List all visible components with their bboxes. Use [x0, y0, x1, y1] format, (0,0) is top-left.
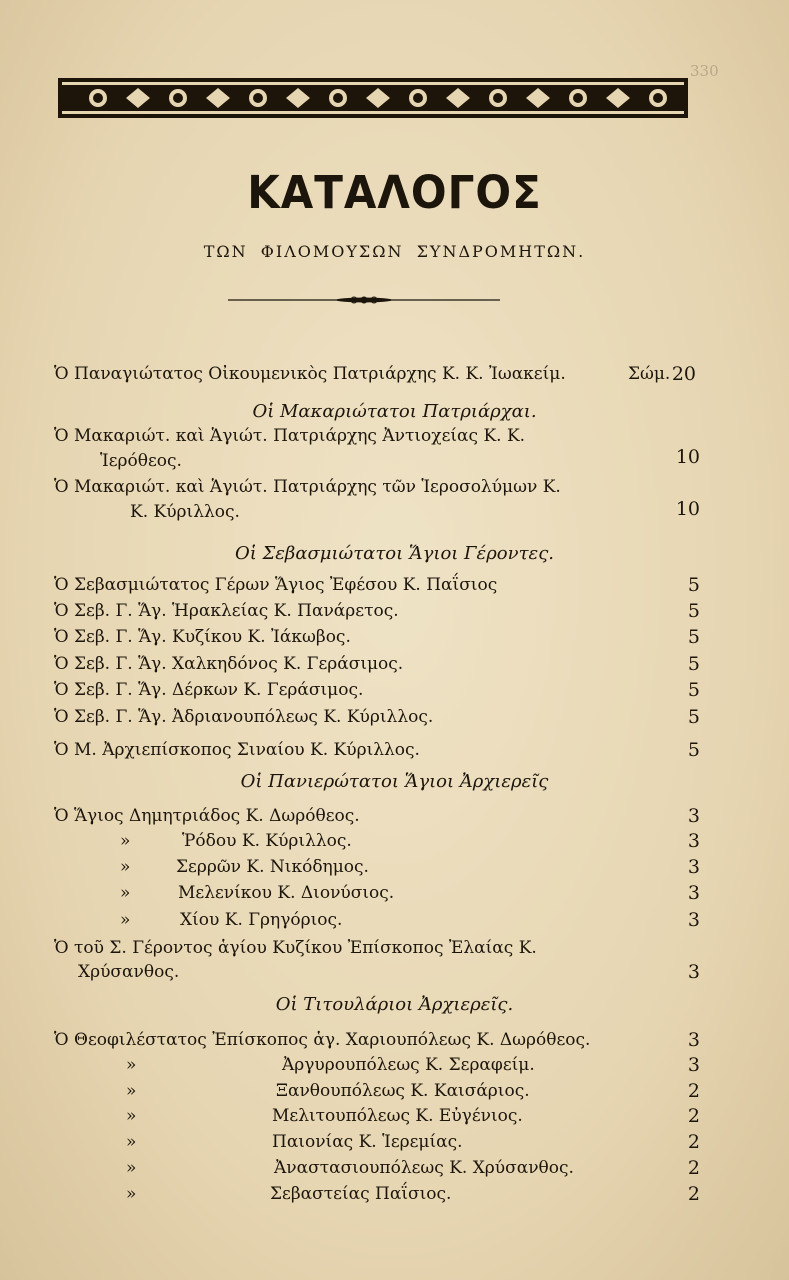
entry-count: 5: [687, 706, 700, 728]
list-item: [54, 855, 714, 879]
entry-count: 2: [687, 1183, 700, 1205]
entry-count: 3: [687, 909, 700, 931]
entry-jerusalem-line2: [54, 500, 714, 524]
page-subtitle: ΤΩΝ ΦΙΛΟΜΟΥΣΩΝ ΣΥΝΔΡΟΜΗΤΩΝ.: [203, 242, 586, 261]
entry-text: Ὁ Μακαριώτ. καὶ Ἁγιώτ. Πατριάρχης Ἀντιοχείας Κ. Κ.: [54, 426, 526, 446]
list-item: [54, 652, 714, 676]
list-item: [54, 829, 714, 853]
entry-text: Χρύσανθος.: [78, 962, 180, 982]
list-item: [54, 625, 714, 649]
entry-text: Ὁ Σεβασμιώτατος Γέρων Ἅγιος Ἐφέσου Κ. Παΐσιος: [54, 575, 498, 595]
ditto-mark: »: [126, 1132, 137, 1152]
list-item: [54, 573, 714, 597]
entry-text: Ὁ Σεβ. Γ. Ἅγ. Δέρκων Κ. Γεράσιμος.: [54, 680, 364, 700]
list-item: [54, 705, 714, 729]
entry-count: 3: [687, 830, 700, 852]
entry-count: 5: [687, 653, 700, 675]
entry-text: Ὁ Σεβ. Γ. Ἅγ. Ἀδριανουπόλεως Κ. Κύριλλος.: [54, 707, 434, 727]
entry-text: Ὁ τοῦ Σ. Γέροντος ἁγίου Κυζίκου Ἐπίσκοπος Ἐλαίας Κ.: [54, 938, 537, 958]
list-item: [54, 804, 714, 828]
section-heading: Οἱ Πανιερώτατοι Ἅγιοι Ἀρχιερεῖς: [240, 771, 549, 792]
ditto-mark: »: [126, 1081, 137, 1101]
entry-count: 10: [675, 446, 700, 468]
list-item: [54, 599, 714, 623]
ditto-mark: »: [120, 831, 131, 851]
list-item: [54, 1079, 714, 1103]
entry-elaia-line1: [54, 936, 714, 960]
entry-text: Ὁ Θεοφιλέστατος Ἐπίσκοπος ἁγ. Χαριουπόλεως Κ. Δωρόθεος.: [54, 1030, 591, 1050]
list-item: [54, 1182, 714, 1206]
entry-text: Ξανθουπόλεως Κ. Καισάριος.: [276, 1081, 530, 1101]
entry-antioch-line1: [54, 424, 714, 448]
entry-text: Ὁ Σεβ. Γ. Ἅγ. Κυζίκου Κ. Ἰάκωβος.: [54, 627, 351, 647]
entry-text: Ὁ Σεβ. Γ. Ἅγ. Ἡρακλείας Κ. Πανάρετος.: [54, 601, 399, 621]
entry-count: 5: [687, 739, 700, 761]
ditto-mark: »: [126, 1055, 137, 1075]
entry-count: 10: [675, 498, 700, 520]
section-heading: Οἱ Σεβασμιώτατοι Ἅγιοι Γέροντες.: [235, 543, 554, 564]
decorative-rule: [228, 292, 500, 308]
entry-text: Σερρῶν Κ. Νικόδημος.: [176, 857, 369, 877]
list-item: [54, 1104, 714, 1128]
entry-text: Ἀναστασιουπόλεως Κ. Χρύσανθος.: [274, 1158, 574, 1178]
list-item: [54, 1130, 714, 1154]
entry-count: 3: [687, 882, 700, 904]
entry-antioch-line2: [54, 446, 714, 473]
list-item: [54, 678, 714, 702]
entry-text: Μελιτουπόλεως Κ. Εὐγένιος.: [272, 1106, 523, 1126]
ditto-mark: »: [126, 1184, 137, 1204]
page-number: 330: [690, 62, 719, 80]
list-item: [54, 908, 714, 932]
entry-count: 3: [687, 805, 700, 827]
entry-count: 5: [687, 679, 700, 701]
entry-elaia-line2: [54, 960, 714, 984]
ditto-mark: »: [126, 1158, 137, 1178]
entry-count: 3: [687, 1054, 700, 1076]
list-item: [54, 1028, 714, 1052]
list-item: [54, 1156, 714, 1180]
ditto-mark: »: [120, 910, 131, 930]
entry-count: 3: [687, 1029, 700, 1051]
entry-text: Παιονίας Κ. Ἱερεμίας.: [272, 1132, 463, 1152]
entry-count: 2: [687, 1105, 700, 1127]
entry-count: 2: [687, 1157, 700, 1179]
entry-text: Ὁ Παναγιώτατος Οἰκουμενικὸς Πατριάρχης Κ. Κ. Ἰωακείμ.: [54, 364, 566, 384]
entry-patriarch: [54, 362, 714, 386]
entry-text: Ῥόδου Κ. Κύριλλος.: [182, 831, 352, 851]
ornamental-border: [58, 78, 688, 118]
section-heading: Οἱ Τιτουλάριοι Ἀρχιερεῖς.: [275, 994, 514, 1015]
entry-count: 3: [687, 856, 700, 878]
ditto-mark: »: [120, 857, 131, 877]
entry-count: 5: [687, 574, 700, 596]
entry-count: 3: [687, 961, 700, 983]
entry-text: Σεβαστείας Παΐσιος.: [270, 1184, 452, 1204]
entry-text: Ὁ Μ. Ἀρχιεπίσκοπος Σιναίου Κ. Κύριλλος.: [54, 740, 420, 760]
entry-text: Ὁ Ἅγιος Δημητριάδος Κ. Δωρόθεος.: [54, 806, 360, 826]
ditto-mark: »: [120, 883, 131, 903]
list-item: [54, 738, 714, 762]
entry-count: 20: [671, 363, 696, 385]
entry-text: Μελενίκου Κ. Διονύσιος.: [178, 883, 395, 903]
entry-count: 2: [687, 1131, 700, 1153]
entry-abbr: Σώμ.: [628, 364, 671, 384]
page-title: ΚΑΤΑΛΟΓΟΣ: [247, 166, 542, 219]
entry-text: Ἱερόθεος.: [100, 451, 182, 471]
entry-count: 5: [687, 600, 700, 622]
section-heading: Οἱ Μακαριώτατοι Πατριάρχαι.: [252, 401, 537, 422]
entry-count: 5: [687, 626, 700, 648]
entry-text: Κ. Κύριλλος.: [130, 502, 240, 522]
list-item: [54, 881, 714, 905]
entry-jerusalem-line1: [54, 475, 714, 499]
ditto-mark: »: [126, 1106, 137, 1126]
entry-text: Ἀργυρουπόλεως Κ. Σεραφείμ.: [282, 1055, 535, 1075]
entry-text: Ὁ Μακαριώτ. καὶ Ἁγιώτ. Πατριάρχης τῶν Ἱεροσολύμων Κ.: [54, 477, 561, 497]
entry-text: Ὁ Σεβ. Γ. Ἅγ. Χαλκηδόνος Κ. Γεράσιμος.: [54, 654, 404, 674]
list-item: [54, 1053, 714, 1077]
entry-text: Χίου Κ. Γρηγόριος.: [180, 910, 343, 930]
entry-count: 2: [687, 1080, 700, 1102]
